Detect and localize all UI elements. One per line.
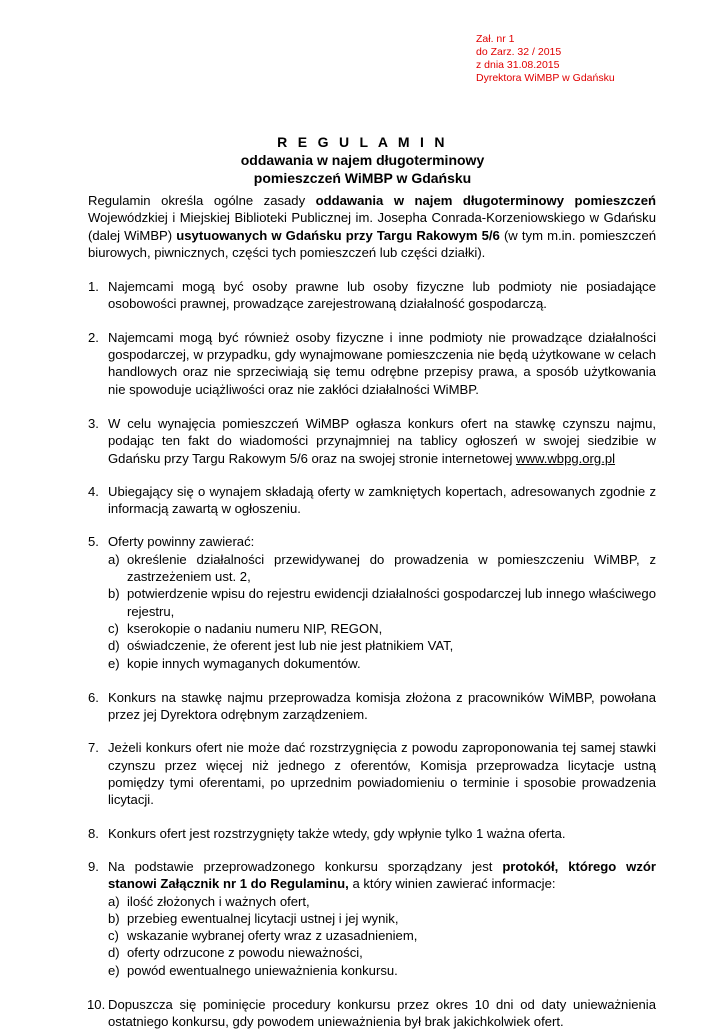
- sub-text: kserokopie o nadaniu numeru NIP, REGON,: [127, 620, 383, 636]
- rule-number: 10.: [87, 996, 106, 1012]
- document-title: [0, 133, 725, 187]
- rule-text: Na podstawie przeprowadzonego konkursu sporządzany jest: [108, 858, 503, 874]
- rule-number: 8.: [88, 825, 99, 841]
- rule-number: 4.: [88, 483, 99, 499]
- rule-text: Jeżeli konkurs ofert nie może dać rozstrzygnięcia z powodu zaproponowania tej samej stawki czynszu przez więcej niż jednego z oferentów, Komisja przeprowadza licytacje ustną pomiędzy tymi oferentami, po uprzednim powiadomieniu o terminie i sposobie prowadzenia licytacji.: [108, 740, 656, 808]
- rule-text: Ubiegający się o wynajem składają oferty w zamkniętych kopertach, adresowanych zgodnie z informacją zawartą w ogłoszeniu.: [108, 483, 656, 517]
- sub-item: [108, 551, 656, 586]
- attachment-note: [476, 33, 615, 85]
- sub-letter: a): [108, 893, 120, 909]
- rule-item-5: [88, 533, 656, 671]
- rule-item-1: [88, 278, 656, 313]
- sub-letter: a): [108, 551, 120, 567]
- rule-number: 9.: [88, 858, 99, 874]
- sub-letter: d): [108, 945, 120, 961]
- sub-item: [108, 637, 656, 654]
- sub-text: określenie działalności przewidywanej do prowadzenia w pomieszczeniu WiMBP, z zastrzeżeniem ust. 2,: [127, 551, 656, 585]
- sub-letter: b): [108, 586, 120, 602]
- sub-text: kopie innych wymaganych dokumentów.: [127, 655, 361, 671]
- rule-item-6: [88, 689, 656, 724]
- attachment-note-line: Dyrektora WiMBP w Gdańsku: [476, 72, 615, 84]
- sub-letter: e): [108, 962, 120, 978]
- rule-number: 7.: [88, 740, 99, 756]
- sub-text: przebieg ewentualnej licytacji ustnej i jej wynik,: [127, 910, 399, 926]
- intro-paragraph: [88, 192, 656, 261]
- sub-item: [108, 893, 656, 910]
- attachment-note-line: Zał. nr 1: [476, 33, 515, 45]
- intro-text: Regulamin określa ogólne zasady: [88, 193, 316, 208]
- sub-text: ilość złożonych i ważnych ofert,: [127, 893, 310, 909]
- rule-text: W celu wynajęcia pomieszczeń WiMBP ogłasza konkurs ofert na stawkę czynszu najmu, podając ten fakt do wiadomości przynajmniej na tablicy ogłoszeń w swojej siedzibie w Gdańsku przy Targu Rakowym 5/6 oraz na swojej stronie internetowej: [108, 415, 656, 466]
- rule-text: Najemcami mogą być również osoby fizyczne i inne podmioty nie prowadzące działalności gospodarczej, w przypadku, gdy wynajmowane pomieszczenia nie będą użytkowane w celach handlowych oraz nie sprzeciwiają się temu odrębne przepisy prawa, a sposób użytkowania nie spowoduje uciążliwości oraz nie zakłóci działalności WiMBP.: [108, 329, 656, 397]
- rule-number: 5.: [88, 534, 99, 550]
- rule-text: Dopuszcza się pominięcie procedury konkursu przez okres 10 dni od daty unieważnienia ostatniego konkursu, gdy powodem unieważnienia był brak jakichkolwiek ofert.: [108, 996, 656, 1030]
- rule-number: 3.: [88, 415, 99, 431]
- rule-item-9: [88, 858, 656, 979]
- intro-text: (w tym m.in. pomieszczeń biurowych, piwnicznych, części tych pomieszczeń lub części działki).: [88, 227, 657, 260]
- intro-bold: usytuowanych w Gdańsku przy Targu Rakowym 5/6: [176, 227, 500, 243]
- rule-text: Najemcami mogą być osoby prawne lub osoby fizyczne lub podmioty nie posiadające osobowości prawnej, prowadzące zarejestrowaną działalność gospodarczą.: [108, 279, 656, 312]
- rule-item-8: [88, 825, 656, 842]
- website-link[interactable]: www.wbpg.org.pl: [516, 450, 616, 466]
- rule-number: 2.: [88, 329, 99, 345]
- attachment-note-line: do Zarz. 32 / 2015: [476, 46, 562, 58]
- title-regulamin: R E G U L A M I N: [277, 134, 448, 150]
- sub-text: oświadczenie, że oferent jest lub nie jest płatnikiem VAT,: [127, 638, 454, 654]
- rule-text: Oferty powinny zawierać:: [108, 534, 255, 550]
- rule-text: a który winien zawierać informacje:: [348, 876, 556, 892]
- sub-item: [108, 927, 656, 944]
- title-subtitle-line1: oddawania w najem długoterminowy: [240, 152, 485, 168]
- intro-text: Wojewódzkiej i Miejskiej Biblioteki Publicznej im. Josepha Conrada-Korzeniowskiego w Gdańsku (dalej WiMBP): [88, 210, 656, 243]
- offer-requirements-list: [108, 551, 656, 672]
- sub-item: [108, 910, 656, 927]
- rule-item-3: [88, 415, 656, 467]
- rules-list: [88, 278, 656, 1030]
- rule-text: Konkurs ofert jest rozstrzygnięty także wtedy, gdy wpłynie tylko 1 ważna oferta.: [108, 825, 566, 841]
- rule-text: Konkurs na stawkę najmu przeprowadza komisja złożona z pracowników WiMBP, powołana przez jej Dyrektora odrębnym zarządzeniem.: [108, 689, 656, 723]
- sub-text: wskazanie wybranej oferty wraz z uzasadnieniem,: [127, 928, 418, 944]
- document-body: [88, 192, 656, 1031]
- rule-number: 6.: [88, 689, 99, 705]
- rule-item-2: [88, 329, 656, 398]
- sub-letter: d): [108, 638, 120, 654]
- sub-item: [108, 655, 656, 672]
- sub-letter: b): [108, 910, 120, 926]
- title-subtitle-line2: pomieszczeń WiMBP w Gdańsku: [253, 170, 472, 186]
- sub-letter: c): [108, 928, 119, 944]
- rule-item-10: [88, 996, 656, 1031]
- rule-bold-text: protokół, którego wzór stanowi Załącznik nr 1 do Regulaminu,: [108, 858, 656, 892]
- sub-text: oferty odrzucone z powodu nieważności,: [127, 945, 363, 961]
- protocol-contents-list: [108, 893, 656, 979]
- sub-item: [108, 944, 656, 961]
- sub-item: [108, 620, 656, 637]
- sub-text: potwierdzenie wpisu do rejestru ewidencji działalności gospodarczej lub innego właściwego rejestru,: [127, 586, 656, 619]
- attachment-note-line: z dnia 31.08.2015: [476, 59, 560, 71]
- sub-text: powód ewentualnego unieważnienia konkursu.: [127, 962, 398, 978]
- sub-item: [108, 585, 656, 620]
- rule-item-7: [88, 739, 656, 808]
- rule-item-4: [88, 483, 656, 518]
- sub-letter: c): [108, 620, 119, 636]
- sub-item: [108, 962, 656, 979]
- sub-letter: e): [108, 655, 120, 671]
- rule-number: 1.: [88, 279, 99, 295]
- intro-bold: oddawania w najem długoterminowy pomieszczeń: [315, 193, 656, 208]
